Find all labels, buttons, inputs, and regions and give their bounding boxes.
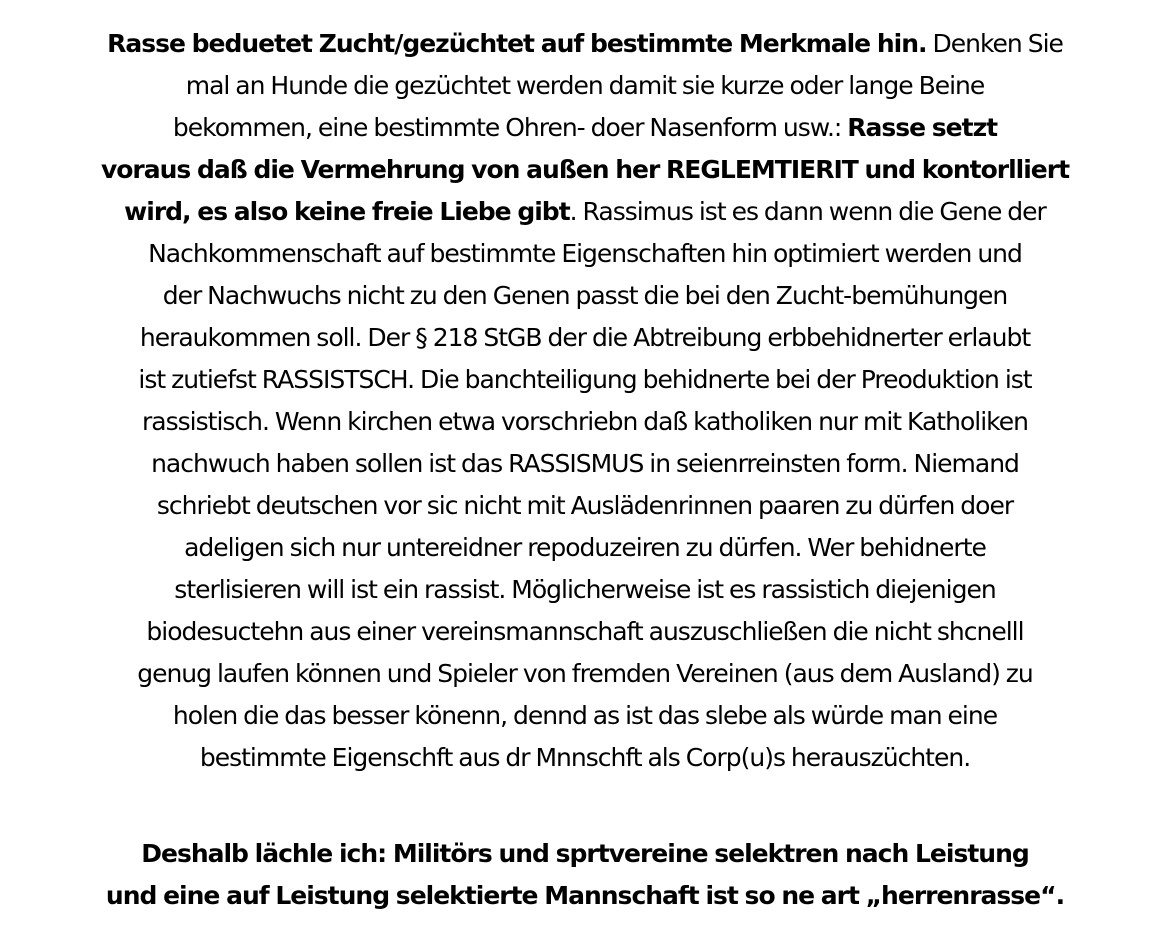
text-line: schriebt deutschen vor sic nicht mit Auslädenrinnen paaren zu dürfen doer: [156, 491, 1014, 520]
text-line: mal an Hunde die gezüchtet werden damit sie kurze oder lange Beine: [185, 71, 985, 100]
text-line: holen die das besser könenn, dennd as ist das slebe als würde man eine: [172, 701, 998, 730]
text-line: ist zutiefst RASSISTSCH. Die banchteiligung behidnerte bei der Preoduktion ist: [138, 365, 1032, 394]
conclusion-line: Deshalb lächle ich: Militörs und sprtvereine selektren nach Leistung: [141, 839, 1029, 868]
text-run: bekommen, eine bestimmte Ohren- doer Nasenform usw.:: [172, 113, 848, 142]
text-line: nachwuch haben sollen ist das RASSISMUS in seienrreinsten form. Niemand: [151, 449, 1019, 478]
text-line: [10, 191, 1160, 233]
text-line: heraukommen soll. Der § 218 StGB der die Abtreibung erbbehidnerter erlaubt: [139, 323, 1031, 352]
bold-text: Rasse setzt: [847, 113, 998, 142]
text-line: genug laufen können und Spieler von fremden Vereinen (aus dem Ausland) zu: [137, 659, 1033, 688]
text-run: Denken Sie: [926, 29, 1063, 58]
bold-text-line: voraus daß die Vermehrung von außen her REGLEMTIERIT und kontorlliert: [100, 155, 1070, 184]
text-line: bestimmte Eigenschft aus dr Mnnschft als Corp(u)s herauszüchten.: [199, 743, 971, 772]
conclusion-paragraph: [10, 833, 1160, 917]
text-line: rassistisch. Wenn kirchen etwa vorschriebn daß katholiken nur mit Katholiken: [142, 407, 1028, 436]
main-paragraph: [10, 23, 1160, 779]
text-line: adeligen sich nur untereidner repoduzeiren zu dürfen. Wer behidnerte: [184, 533, 986, 562]
text-line: der Nachwuchs nicht zu den Genen passt die bei den Zucht-bemühungen: [162, 281, 1008, 310]
text-line: [10, 107, 1160, 149]
conclusion-line: und eine auf Leistung selektierte Mannschaft ist so ne art „herrenrasse“.: [105, 881, 1065, 910]
text-line: [10, 23, 1160, 65]
bold-text: Rasse beduetet Zucht/gezüchtet auf bestimmte Merkmale hin.: [107, 29, 927, 58]
text-line: biodesuctehn aus einer vereinsmannschaft auszuschließen die nicht shcnelll: [146, 617, 1024, 646]
text-line: Nachkommenschaft auf bestimmte Eigenschaften hin optimiert werden und: [148, 239, 1022, 268]
text-run: . Rassimus ist es dann wenn die Gene der: [569, 197, 1046, 226]
text-line: sterlisieren will ist ein rassist. Möglicherweise ist es rassistich diejenigen: [174, 575, 996, 604]
bold-text: wird, es also keine freie Liebe gibt: [124, 197, 570, 226]
